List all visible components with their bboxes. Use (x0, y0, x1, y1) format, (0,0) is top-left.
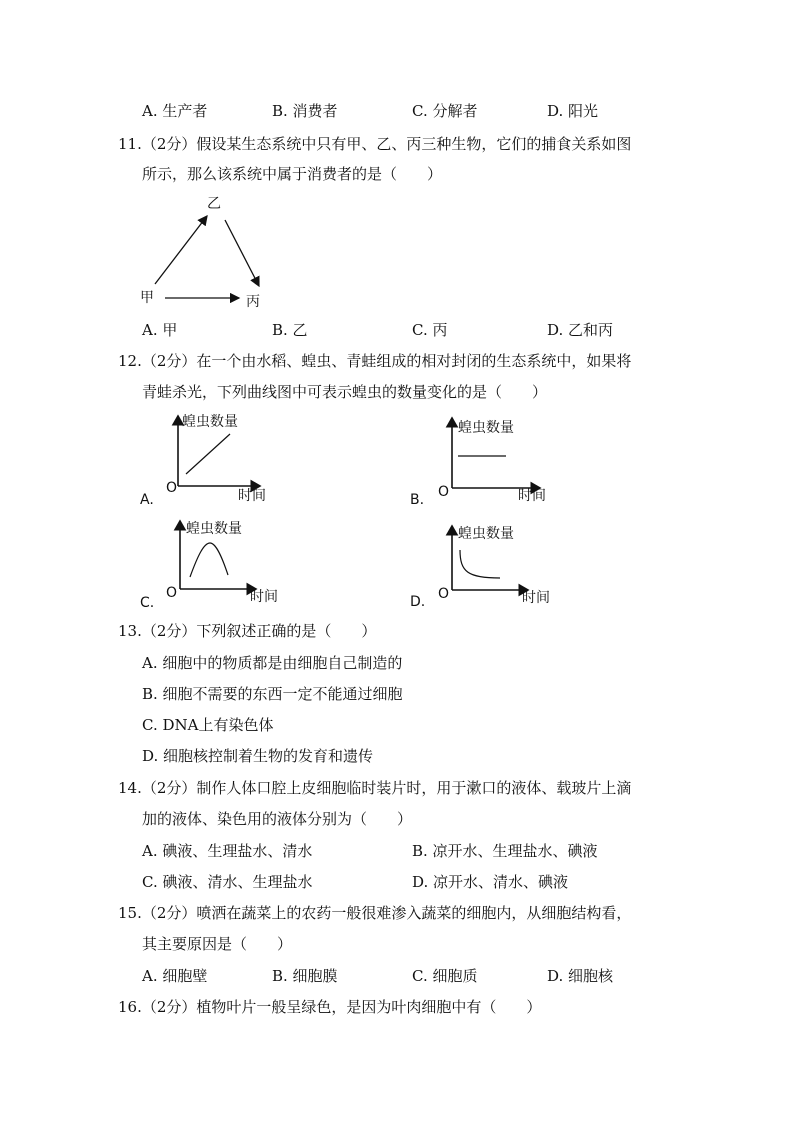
q15-option-a: A. 细胞壁 (142, 967, 208, 985)
q12-graph-b-option: B. (410, 492, 425, 508)
q12-graph-a-xlabel: 时间 (238, 488, 266, 504)
q12-stem-text-1: （2分）在一个由水稻、蝗虫、青蛙组成的相对封闭的生态系统中，如果将 (141, 352, 632, 370)
q15-stem-line1 (118, 903, 631, 923)
q12-graph-d-ylabel: 蝗虫数量 (458, 526, 514, 542)
q11-stem-line1 (118, 134, 631, 154)
q11-option-b: B. 乙 (272, 321, 308, 339)
q12-graph-d (408, 520, 568, 615)
q12-graph-c-origin: O (166, 585, 178, 601)
q10-option-d: D. 阳光 (547, 102, 599, 120)
q12-graph-d-origin: O (438, 586, 450, 602)
q13-stem-line (118, 621, 376, 641)
q14-option-d: D. 凉开水、清水、碘液 (412, 873, 569, 891)
q11-stem-text-1: （2分）假设某生态系统中只有甲、乙、丙三种生物，它们的捕食关系如图 (141, 135, 632, 153)
q12-number: 12. (118, 352, 142, 370)
q16-number: 16. (118, 998, 142, 1016)
q15-number: 15. (118, 904, 142, 922)
arrow-yi-to-bing (225, 220, 259, 286)
q12-graph-b-ylabel: 蝗虫数量 (458, 420, 514, 436)
q12-graph-b-xlabel: 时间 (518, 488, 546, 504)
q13-number: 13. (118, 622, 142, 640)
q14-stem-text-1: （2分）制作人体口腔上皮细胞临时装片时，用于漱口的液体、载玻片上滴 (141, 779, 632, 797)
q11-option-a: A. 甲 (142, 321, 178, 339)
q12-graph-c-curve (190, 543, 228, 577)
q11-option-d: D. 乙和丙 (547, 321, 614, 339)
node-yi: 乙 (207, 196, 221, 212)
q12-graph-c (138, 515, 288, 615)
q15-option-d: D. 细胞核 (547, 967, 614, 985)
q12-graph-c-xlabel: 时间 (250, 589, 278, 605)
q15-stem-line2: 其主要原因是（ ） (142, 935, 293, 953)
node-bing: 丙 (246, 294, 260, 310)
q12-graph-b-origin: O (438, 484, 450, 500)
q14-option-b: B. 凉开水、生理盐水、碘液 (412, 842, 598, 860)
q12-graph-a-ylabel: 蝗虫数量 (182, 414, 238, 430)
q10-option-c: C. 分解者 (412, 102, 478, 120)
q13-stem-text: （2分）下列叙述正确的是（ ） (141, 622, 377, 640)
q12-graph-d-option: D. (410, 594, 426, 610)
q16-stem-text: （2分）植物叶片一般呈绿色，是因为叶肉细胞中有（ ） (141, 998, 542, 1016)
q15-stem-text-1: （2分）喷洒在蔬菜上的农药一般很难渗入蔬菜的细胞内，从细胞结构看， (141, 904, 632, 922)
q14-stem-line1 (118, 778, 631, 798)
q15-option-c: C. 细胞质 (412, 967, 478, 985)
q14-option-a: A. 碘液、生理盐水、清水 (142, 842, 313, 860)
q11-number: 11. (118, 135, 142, 153)
q12-graph-a-curve (186, 434, 230, 474)
q14-number: 14. (118, 779, 142, 797)
q14-stem-line2: 加的液体、染色用的液体分别为（ ） (142, 810, 413, 828)
q12-graph-a (138, 408, 288, 508)
arrow-jia-to-yi (155, 216, 207, 284)
node-jia: 甲 (140, 290, 154, 306)
q16-stem-line (118, 997, 541, 1017)
q12-graph-d-xlabel: 时间 (522, 590, 550, 606)
q13-option-c: C. DNA上有染色体 (142, 716, 274, 734)
q11-option-c: C. 丙 (412, 321, 448, 339)
q14-option-c: C. 碘液、清水、生理盐水 (142, 873, 313, 891)
q11-stem-line2: 所示，那么该系统中属于消费者的是（ ） (142, 165, 443, 183)
q12-stem-line1 (118, 351, 631, 371)
q13-option-a: A. 细胞中的物质都是由细胞自己制造的 (142, 654, 403, 672)
q10-option-a: A. 生产者 (142, 102, 208, 120)
q12-graph-a-option: A. (140, 492, 154, 508)
q12-graph-c-option: C. (140, 595, 155, 611)
q15-option-b: B. 细胞膜 (272, 967, 338, 985)
q12-graph-b (408, 412, 568, 512)
q11-food-chain-diagram (135, 190, 275, 315)
q12-graph-d-curve (460, 550, 500, 578)
q13-option-d: D. 细胞核控制着生物的发育和遗传 (142, 747, 374, 765)
q12-graph-a-origin: O (166, 480, 178, 496)
q12-stem-line2: 青蛙杀光，下列曲线图中可表示蝗虫的数量变化的是（ ） (142, 383, 548, 401)
q13-option-b: B. 细胞不需要的东西一定不能通过细胞 (142, 685, 403, 703)
q12-graph-c-ylabel: 蝗虫数量 (186, 521, 242, 537)
q10-option-b: B. 消费者 (272, 102, 338, 120)
